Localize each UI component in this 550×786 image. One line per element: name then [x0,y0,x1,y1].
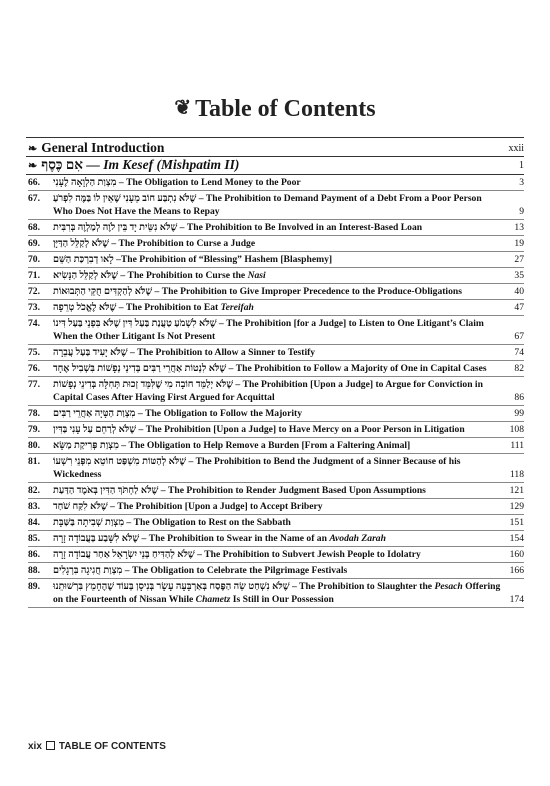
entry-english [135,408,302,419]
entry-english-part: – The Prohibition to Eat [116,302,221,313]
entry-hebrew: שֶׁלֹּא לְהַקְדִּים חֻקֵּי הַתְּבוּאוֹת [53,286,153,297]
entry-english-part: – The Prohibition to Give Improper Precedence to the Produce-Obligations [152,286,462,297]
leaf-ornament-icon: ❧ [28,159,38,172]
entry-hebrew: שֶׁלֹּא יְלַמֵּד חוֹבָה מִי שֶׁלִּמֵּד זְכוּת תְּחִלָּה בְּדִינֵי נְפָשׁוֹת [53,379,234,390]
toc-entries [28,175,524,608]
toc-entry [28,191,524,220]
entry-english-part: Tereifah [220,302,254,313]
entry-page: 151 [509,517,524,528]
entry-number: 78. [28,408,40,419]
toc-entry [28,268,524,284]
section-page: xxii [508,142,524,154]
entry-number: 83. [28,501,40,512]
toc-entry [28,220,524,236]
entry-english [119,440,410,451]
entry-hebrew: שֶׁלֹּא לִשְׁמֹעַ טַעֲנַת בַּעַל דִּין שֶׁלֹּא בִּפְנֵי בַּעַל דִּינוֹ [53,318,217,329]
entry-english-part: – The Prohibition [for a Judge] to Listen to One Litigant’s Claim When the Other Litigant Is Not Present [53,318,484,342]
toc-entry [28,300,524,316]
entry-body [53,317,524,343]
entry-page: 9 [519,206,524,217]
entry-page: 13 [514,222,524,233]
toc-entry [28,579,524,608]
entry-hebrew: שֶׁלֹּא יָעִיד בַּעַל עֲבֵרָה [53,347,128,358]
entry-body [53,346,524,359]
entry-english [109,238,255,249]
entry-english [116,302,254,313]
entry-english-part: – The Prohibition to Render Judgment Based Upon Assumptions [158,485,426,496]
entry-page: 118 [509,469,524,480]
entry-english-part: – The Prohibition to Follow a Majority of One in Capital Cases [226,363,487,374]
entry-page: 82 [514,363,524,374]
entry-body [53,192,524,218]
entry-page: 99 [514,408,524,419]
entry-body [53,516,524,529]
toc-entry [28,438,524,454]
toc-entry [28,284,524,300]
section-page: 1 [519,159,524,171]
entry-english-part: – The Prohibition [Upon a Judge] to Argue for Conviction in Capital Cases After Having First Argued for Acquittal [53,379,483,403]
toc-entry [28,547,524,563]
toc-entry [28,422,524,438]
entry-english-part: Nasi [247,270,266,281]
entry-english [177,222,422,233]
leaf-ornament-icon: ❦ [174,97,192,119]
leaf-ornament-icon: ❧ [28,142,38,155]
toc-entry [28,252,524,268]
entry-page: 121 [509,485,524,496]
toc-entry [28,454,524,483]
entry-body [53,253,524,266]
entry-english-part: Is Still in Our Possession [230,594,334,605]
entry-english [139,533,386,544]
entry-english-part: – The Obligation to Rest on the Sabbath [124,517,291,528]
entry-hebrew: שֶׁלֹּא נִשֵּׂית יָד בֵּין לֹוֶה לְמַלְוֶה בְּרִבִּית [53,222,178,233]
entry-hebrew: שֶׁלֹּא לִנְטוֹת אַחֲרֵי רַבִּים בְּדִינֵי נְפָשׁוֹת בִּשְׁבִיל אֶחָד [53,363,227,374]
entry-english [158,485,426,496]
entry-hebrew: מִצְוַת הַלְוָאָה לֶעָנִי [53,177,117,188]
entry-english-part: Avodah Zarah [329,533,386,544]
entry-body [53,423,524,436]
entry-english-part: – The Obligation to Follow the Majority [135,408,303,419]
entry-english-part: – The Obligation to Lend Money to the Poor [116,177,301,188]
entry-number: 67. [28,193,40,204]
entry-body [53,580,524,606]
entry-page: 86 [514,392,524,403]
entry-body [53,500,524,513]
entry-number: 88. [28,565,40,576]
entry-english [108,501,323,512]
entry-number: 82. [28,485,40,496]
entry-body [53,285,524,298]
entry-english-part: – The Prohibition to Allow a Sinner to Testify [127,347,316,358]
entry-hebrew: שֶׁלֹּא לְקַלֵּל הַנָּשִׂיא [53,270,118,281]
entry-hebrew: שֶׁלֹּא נִשְׁחַט שֵׂה הַפֶּסַח בְּאַרְבָּעָה עָשָׂר בְּנִיסָן בְּעוֹד שֶׁהֶחָמֵץ בִּרְשׁוּתֵנוּ [53,581,290,592]
entry-english-part: Offering on the Fourteenth of Nissan While [53,581,501,605]
entry-english-part: – The Prohibition [Upon a Judge] to Have Mercy on a Poor Person in Litigation [136,424,465,435]
entry-hebrew: שֶׁלֹּא לְרַחֵם עַל עָנִי בַּדִּין [53,424,137,435]
entry-hebrew: מִצְוַת שְׁבִיתָה בַּשַּׁבָּת [53,517,125,528]
section-header-general: ❧ General Introduction xxii [28,140,524,155]
entry-english [136,424,465,435]
toc-entry [28,236,524,252]
entry-hebrew: לָאו דְבִרְכַּת הַשֵּׁם [53,254,114,265]
entry-number: 77. [28,379,40,390]
entry-page: 154 [509,533,524,544]
entry-body [53,548,524,561]
entry-english [124,517,291,528]
entry-english-part: – The Prohibition to Subvert Jewish People to Idolatry [194,549,421,560]
entry-page: 47 [514,302,524,313]
entry-english-part: – The Obligation to Help Remove a Burden [From a Faltering Animal] [118,440,411,451]
entry-page: 27 [514,254,524,265]
entry-body [53,455,524,481]
entry-english-part: – The Prohibition to Swear in the Name of an [139,533,330,544]
toc-entry [28,361,524,377]
entry-number: 79. [28,424,40,435]
entry-english [118,270,266,281]
entry-english [226,363,486,374]
entry-number: 69. [28,238,40,249]
entry-hebrew: שֶׁלֹּא לְקַלֵּל הַדַּיָּן [53,238,109,249]
entry-hebrew: שֶׁלֹּא לִשָּׁבַע בַּעֲבוֹדָה זָרָה [53,533,140,544]
entry-english-part: – The Obligation to Celebrate the Pilgrimage Festivals [122,565,348,576]
toc-entry [28,515,524,531]
entry-body [53,237,524,250]
entry-page: 108 [509,424,524,435]
toc-entry [28,175,524,191]
entry-page: 174 [509,594,524,605]
entry-page: 129 [509,501,524,512]
toc-entry [28,499,524,515]
entry-english-part: – The Prohibition to Bend the Judgment of a Sinner Because of his Wickedness [53,456,461,480]
toc-entry [28,377,524,406]
entry-hebrew: מִצְוַת חֲגִיגָה בִּרְגָלִים [53,565,123,576]
entry-hebrew: שֶׁלֹּא נִתְבַּע חוֹב מֵעָנִי שֶׁאֵין לוֹ בַּמֶּה לִפְרֹעַ [53,193,197,204]
entry-number: 84. [28,517,40,528]
entry-page: 3 [519,177,524,188]
toc-entry [28,316,524,345]
entry-number: 86. [28,549,40,560]
toc-entry [28,345,524,361]
entry-english-part: – The Prohibition to Demand Payment of a Debt From a Poor Person Who Does Not Have the Means to Repay [53,193,482,217]
entry-english-part: –The Prohibition of “Blessing” Hashem [Blasphemy] [113,254,333,265]
entry-number: 76. [28,363,40,374]
entry-page: 40 [514,286,524,297]
entry-english [195,549,421,560]
entry-number: 70. [28,254,40,265]
entry-number: 89. [28,581,40,592]
entry-number: 71. [28,270,40,281]
entry-english-part: Pesach [434,581,463,592]
section-header-im-kesef: ❧ אִם כֶּסֶף — Im Kesef (Mishpatim II) 1 [28,157,524,172]
entry-hebrew: שֶׁלֹּא לְהַדִּיחַ בְּנֵי יִשְׂרָאֵל אַחַר עֲבוֹדָה זָרָה [53,549,195,560]
entry-hebrew: שֶׁלֹּא לִקַּח שֹׁחַד [53,501,108,512]
entry-number: 85. [28,533,40,544]
entry-body [53,378,524,404]
toc-entry [28,531,524,547]
entry-body [53,362,524,375]
entry-english [128,347,316,358]
entry-body [53,484,524,497]
entry-number: 73. [28,302,40,313]
entry-page: 160 [509,549,524,560]
entry-number: 72. [28,286,40,297]
entry-english [117,177,301,188]
entry-number: 81. [28,456,40,467]
entry-hebrew: מִצְוַת פְּרִיקַת מַשָּׂא [53,440,119,451]
entry-page: 67 [514,331,524,342]
entry-hebrew: מִצְוַת הַטָּיָה אַחֲרֵי רַבִּים [53,408,136,419]
entry-body [53,564,524,577]
square-bullet-icon [46,741,55,750]
entry-english-part: – The Prohibition to Be Involved in an Interest-Based Loan [177,222,423,233]
entry-hebrew: שֶׁלֹּא לְהַטּוֹת מִשְׁפַּט חוֹטֵא מִפְּנֵי רִשְׁעוֹ [53,456,187,467]
entry-body [53,532,524,545]
entry-hebrew: שֶׁלֹּא לַחְתֹּךְ הַדִּין בְּאֹמֶד הַדַּעַת [53,485,159,496]
page-footer: xix TABLE OF CONTENTS [28,741,166,752]
entry-number: 74. [28,318,40,329]
entry-english [152,286,462,297]
entry-english [114,254,332,265]
entry-number: 75. [28,347,40,358]
entry-body [53,176,524,189]
entry-english-part: – The Prohibition to Curse the [117,270,248,281]
entry-page: 74 [514,347,524,358]
entry-body [53,301,524,314]
entry-number: 68. [28,222,40,233]
page-title: ❦ Table of Contents [174,96,376,122]
entry-body [53,407,524,420]
entry-body [53,221,524,234]
toc-entry [28,406,524,422]
entry-hebrew: שֶׁלֹּא לֶאֱכֹל טְרֵפָה [53,302,117,313]
entry-english [122,565,347,576]
entry-number: 66. [28,177,40,188]
entry-body [53,269,524,282]
entry-english-part: – The Prohibition to Curse a Judge [108,238,256,249]
entry-number: 80. [28,440,40,451]
entry-page: 35 [514,270,524,281]
toc-entry [28,563,524,579]
entry-page: 19 [514,238,524,249]
entry-body [53,439,524,452]
toc-entry [28,483,524,499]
entry-page: 166 [509,565,524,576]
entry-english-part: – The Prohibition to Slaughter the [289,581,435,592]
entry-english-part: – The Prohibition [Upon a Judge] to Accept Bribery [107,501,323,512]
entry-english-part: Chametz [195,594,231,605]
entry-page: 111 [510,440,524,451]
